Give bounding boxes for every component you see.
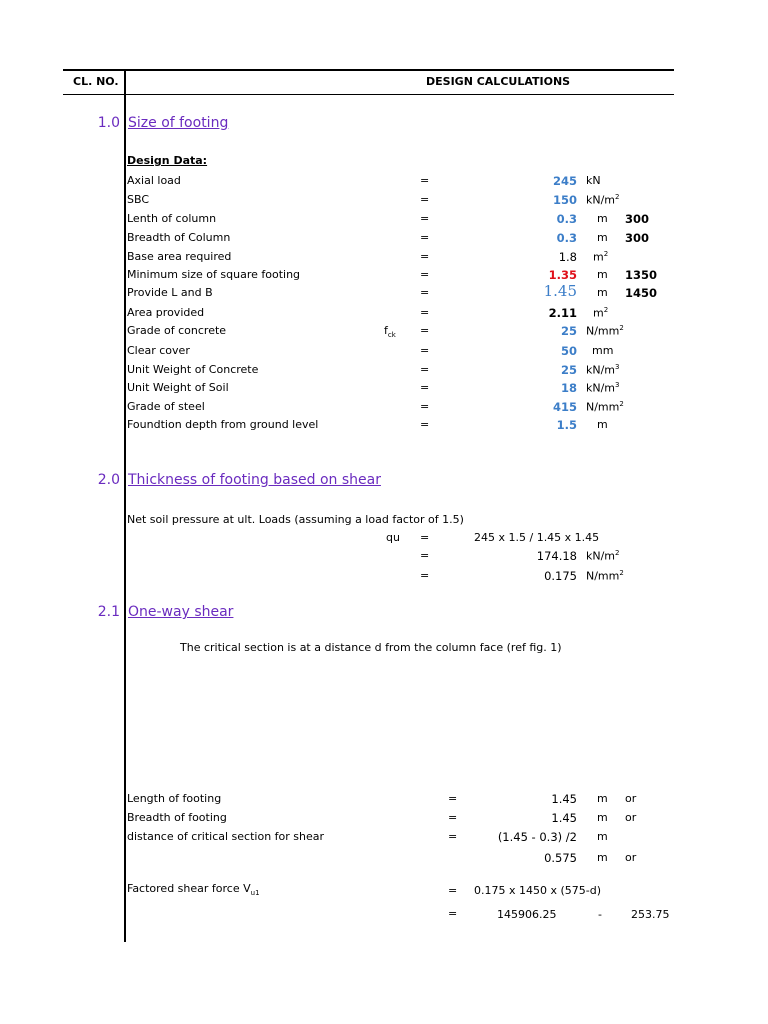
qu-expression: 245 x 1.5 / 1.45 x 1.45 [474, 531, 600, 544]
net-soil-pressure-text: Net soil pressure at ult. Loads (assuming a load factor of 1.5) [127, 513, 464, 526]
design-data-value: 50 [560, 344, 577, 358]
equals-sign: = [420, 363, 430, 376]
design-data-value: 0.3 [556, 212, 577, 226]
section-2-number: 2.0 [97, 472, 120, 488]
design-data-unit: mm [592, 344, 614, 357]
design-data-unit: $kN/m^3$ [586, 381, 620, 395]
design-data-unit: $m^2$ [593, 250, 609, 264]
design-data-label: Unit Weight of Concrete [127, 363, 259, 376]
equals-sign: = [420, 531, 430, 544]
design-data-mm: 1450 [625, 286, 658, 300]
design-data-label: Grade of concrete [127, 324, 227, 337]
equals-sign: = [448, 830, 458, 843]
one-way-shear-label: distance of critical section for shear [127, 830, 325, 843]
equals-sign: = [420, 569, 430, 582]
design-data-label: Base area required [127, 250, 232, 263]
vu-minus: - [598, 908, 602, 921]
section-21-number: 2.1 [97, 604, 120, 620]
design-data-mm: 1350 [625, 268, 658, 282]
design-data-unit: $kN/m^2$ [586, 193, 620, 207]
equals-sign: = [420, 324, 430, 337]
design-data-unit: $m^2$ [593, 306, 609, 320]
vu-value: 145906.25 [497, 908, 557, 921]
equals-sign: = [420, 193, 430, 206]
header-bottom-rule [63, 94, 674, 95]
equals-sign: = [420, 418, 430, 431]
qu-value: 174.18 [536, 549, 577, 563]
one-way-shear-label: Length of footing [127, 792, 222, 805]
design-data-unit: kN [586, 174, 601, 187]
vu-d-coefficient: 253.75 [631, 908, 670, 921]
equals-sign: = [420, 400, 430, 413]
equals-sign: = [448, 792, 458, 805]
one-way-shear-value: (1.45 - 0.3) /2 [497, 830, 577, 844]
design-data-mm: 300 [625, 231, 650, 245]
design-data-value: 25 [560, 363, 577, 377]
equals-sign: = [420, 344, 430, 357]
one-way-shear-unit: m [597, 851, 608, 864]
section-1-title: Size of footing [128, 115, 229, 131]
equals-sign: = [420, 381, 430, 394]
critical-section-text: The critical section is at a distance d from the column face (ref fig. 1) [180, 641, 562, 654]
design-data-value: 18 [560, 381, 577, 395]
design-data-unit: m [597, 268, 608, 281]
design-data-unit: m [597, 286, 608, 299]
equals-sign: = [420, 250, 430, 263]
qu-unit: $N/mm^2$ [586, 569, 624, 583]
design-data-unit: $kN/m^3$ [586, 363, 620, 377]
design-data-label: Unit Weight of Soil [127, 381, 229, 394]
eq-vu-2: = [448, 907, 458, 920]
one-way-shear-value: 1.45 [551, 811, 577, 825]
design-data-value: 1.35 [548, 268, 577, 282]
equals-sign: = [420, 212, 430, 225]
design-data-label: Axial load [127, 174, 181, 187]
one-way-shear-label: Breadth of footing [127, 811, 227, 824]
section-21-title: One-way shear [128, 604, 234, 620]
clno-header: CL. NO. [73, 75, 119, 88]
design-data-label: Provide L and B [127, 286, 213, 299]
section-2-title: Thickness of footing based on shear [128, 472, 381, 488]
qu-symbol: qu [386, 531, 400, 544]
design-data-unit: m [597, 418, 608, 431]
design-data-heading: Design Data: [127, 154, 208, 167]
factored-shear-label: Factored shear force $V_{u1}$ [127, 882, 260, 898]
one-way-shear-or: or [625, 811, 637, 824]
design-data-unit: m [597, 231, 608, 244]
design-data-value: 415 [552, 400, 577, 414]
equals-sign: = [420, 268, 430, 281]
one-way-shear-or: or [625, 851, 637, 864]
design-data-value: 1.8 [558, 250, 577, 264]
design-data-label: Area provided [127, 306, 205, 319]
design-data-label: SBC [127, 193, 150, 206]
eq-vu-1: = [448, 884, 458, 897]
design-data-value: 150 [552, 193, 577, 207]
equals-sign: = [448, 811, 458, 824]
design-data-value: 245 [552, 174, 577, 188]
design-data-label: Foundtion depth from ground level [127, 418, 319, 431]
design-data-label: Clear cover [127, 344, 190, 357]
design-data-value: 1.5 [556, 418, 577, 432]
equals-sign: = [420, 231, 430, 244]
section-1-number: 1.0 [97, 115, 120, 131]
design-data-value: 25 [560, 324, 577, 338]
one-way-shear-unit: m [597, 830, 608, 843]
design-data-label: Breadth of Column [127, 231, 231, 244]
fck-symbol: $f_{ck}$ [384, 324, 396, 340]
design-data-value: 1.45 [543, 282, 577, 300]
design-data-unit: m [597, 212, 608, 225]
design-data-value: 0.3 [556, 231, 577, 245]
one-way-shear-or: or [625, 792, 637, 805]
one-way-shear-unit: m [597, 811, 608, 824]
design-data-unit: $N/mm^2$ [586, 400, 624, 414]
qu-unit: $kN/m^2$ [586, 549, 620, 563]
header-top-rule [63, 69, 674, 71]
equals-sign: = [420, 174, 430, 187]
column-divider [124, 69, 126, 942]
design-data-label: Lenth of column [127, 212, 217, 225]
one-way-shear-unit: m [597, 792, 608, 805]
one-way-shear-value: 1.45 [551, 792, 577, 806]
one-way-shear-value: 0.575 [544, 851, 577, 865]
design-data-value: 2.11 [548, 306, 577, 320]
equals-sign: = [420, 306, 430, 319]
design-data-mm: 300 [625, 212, 650, 226]
equals-sign: = [420, 549, 430, 562]
qu-value: 0.175 [544, 569, 577, 583]
design-data-unit: $N/mm^2$ [586, 324, 624, 338]
design-data-label: Grade of steel [127, 400, 205, 413]
design-data-label: Minimum size of square footing [127, 268, 301, 281]
equals-sign: = [420, 286, 430, 299]
vu-expression: 0.175 x 1450 x (575-d) [474, 884, 602, 897]
design-calculations-header: DESIGN CALCULATIONS [426, 75, 571, 88]
